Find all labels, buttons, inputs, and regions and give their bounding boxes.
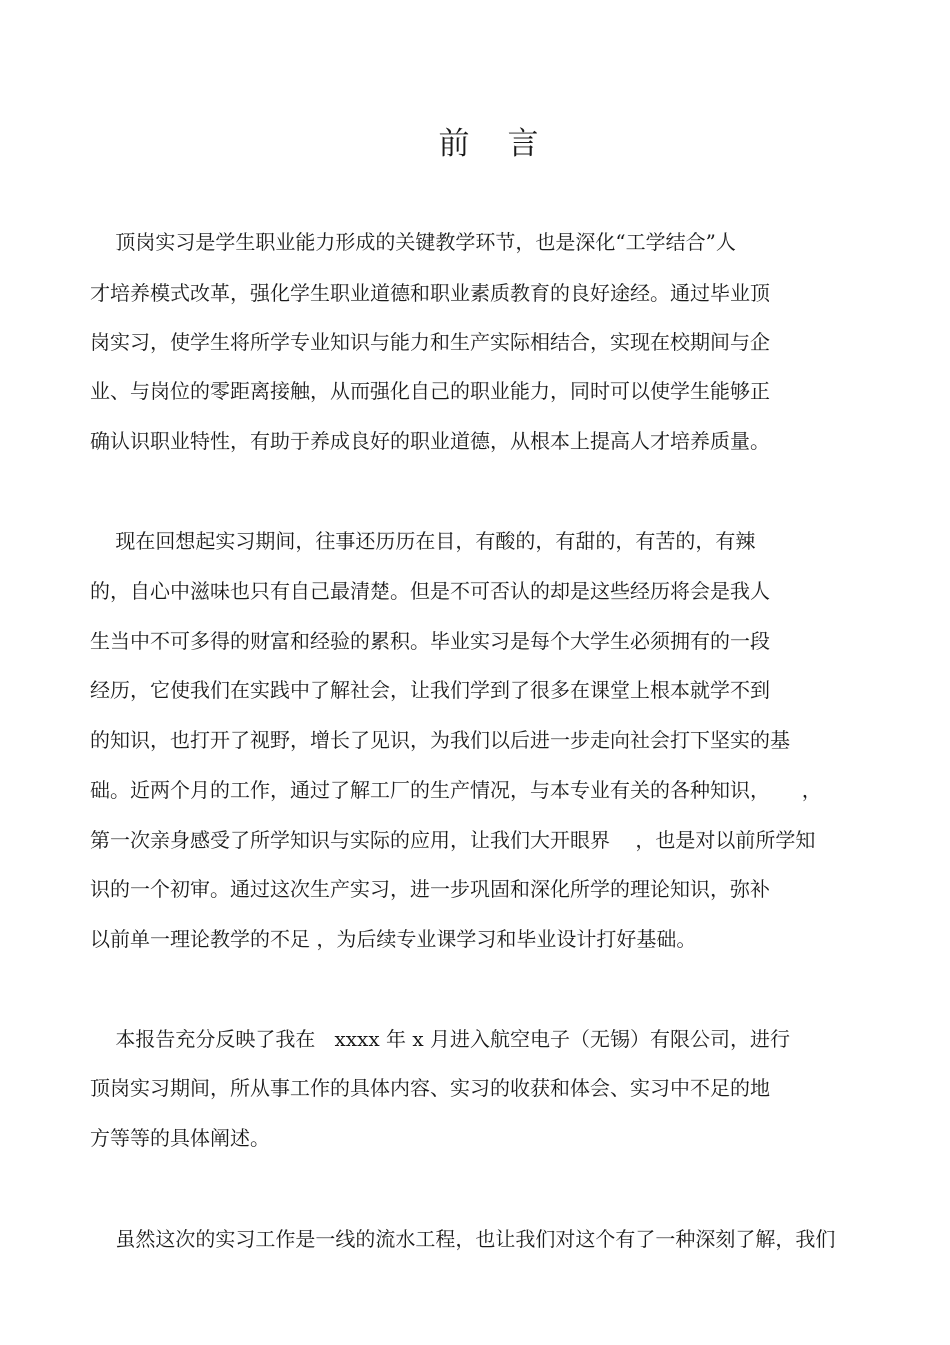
paragraph-line: 本报告充分反映了我在 xxxx 年 x 月进入航空电子（无锡）有限公司，进行 bbox=[90, 1027, 790, 1051]
paragraph-line: 确认识职业特性，有助于养成良好的职业道德，从根本上提高人才培养质量。 bbox=[90, 429, 770, 453]
paragraph-line: 岗实习，使学生将所学专业知识与能力和生产实际相结合，实现在校期间与企 bbox=[90, 330, 770, 354]
paragraph-line: 的，自心中滋味也只有自己最清楚。但是不可否认的却是这些经历将会是我人 bbox=[90, 579, 770, 603]
paragraph-line: 现在回想起实习期间，往事还历历在目，有酸的，有甜的，有苦的，有辣 bbox=[90, 529, 756, 553]
paragraph-line: 第一次亲身感受了所学知识与实际的应用，让我们大开眼界 ，也是对以前所学知 bbox=[90, 828, 816, 852]
paragraph-line: 顶岗实习期间，所从事工作的具体内容、实习的收获和体会、实习中不足的地 bbox=[90, 1076, 770, 1100]
paragraph-line: 虽然这次的实习工作是一线的流水工程，也让我们对这个有了一种深刻了解，我们 bbox=[90, 1227, 836, 1251]
paragraph-line: 以前单一理论教学的不足 ，为后续专业课学习和毕业设计打好基础。 bbox=[90, 927, 697, 951]
paragraph-line: 才培养模式改革，强化学生职业道德和职业素质教育的良好途经。通过毕业顶 bbox=[90, 281, 770, 305]
paragraph-line: 识的一个初审。通过这次生产实习，进一步巩固和深化所学的理论知识，弥补 bbox=[90, 877, 770, 901]
paragraph-line: 经历，它使我们在实践中了解社会，让我们学到了很多在课堂上根本就学不到 bbox=[90, 678, 770, 702]
paragraph-line: 生当中不可多得的财富和经验的累积。毕业实习是每个大学生必须拥有的一段 bbox=[90, 629, 770, 653]
paragraph-line: 的知识，也打开了视野，增长了见识，为我们以后进一步走向社会打下坚实的基 bbox=[90, 728, 790, 752]
paragraph-line: 方等等的具体阐述。 bbox=[90, 1126, 270, 1150]
paragraph-line: 业、与岗位的零距离接触，从而强化自己的职业能力，同时可以使学生能够正 bbox=[90, 379, 770, 403]
page-title: 前言 bbox=[438, 126, 577, 162]
paragraph-line: 础。近两个月的工作，通过了解工厂的生产情况，与本专业有关的各种知识， ， bbox=[90, 778, 822, 802]
paragraph-line: 顶岗实习是学生职业能力形成的关键教学环节，也是深化“工学结合”人 bbox=[90, 230, 736, 254]
